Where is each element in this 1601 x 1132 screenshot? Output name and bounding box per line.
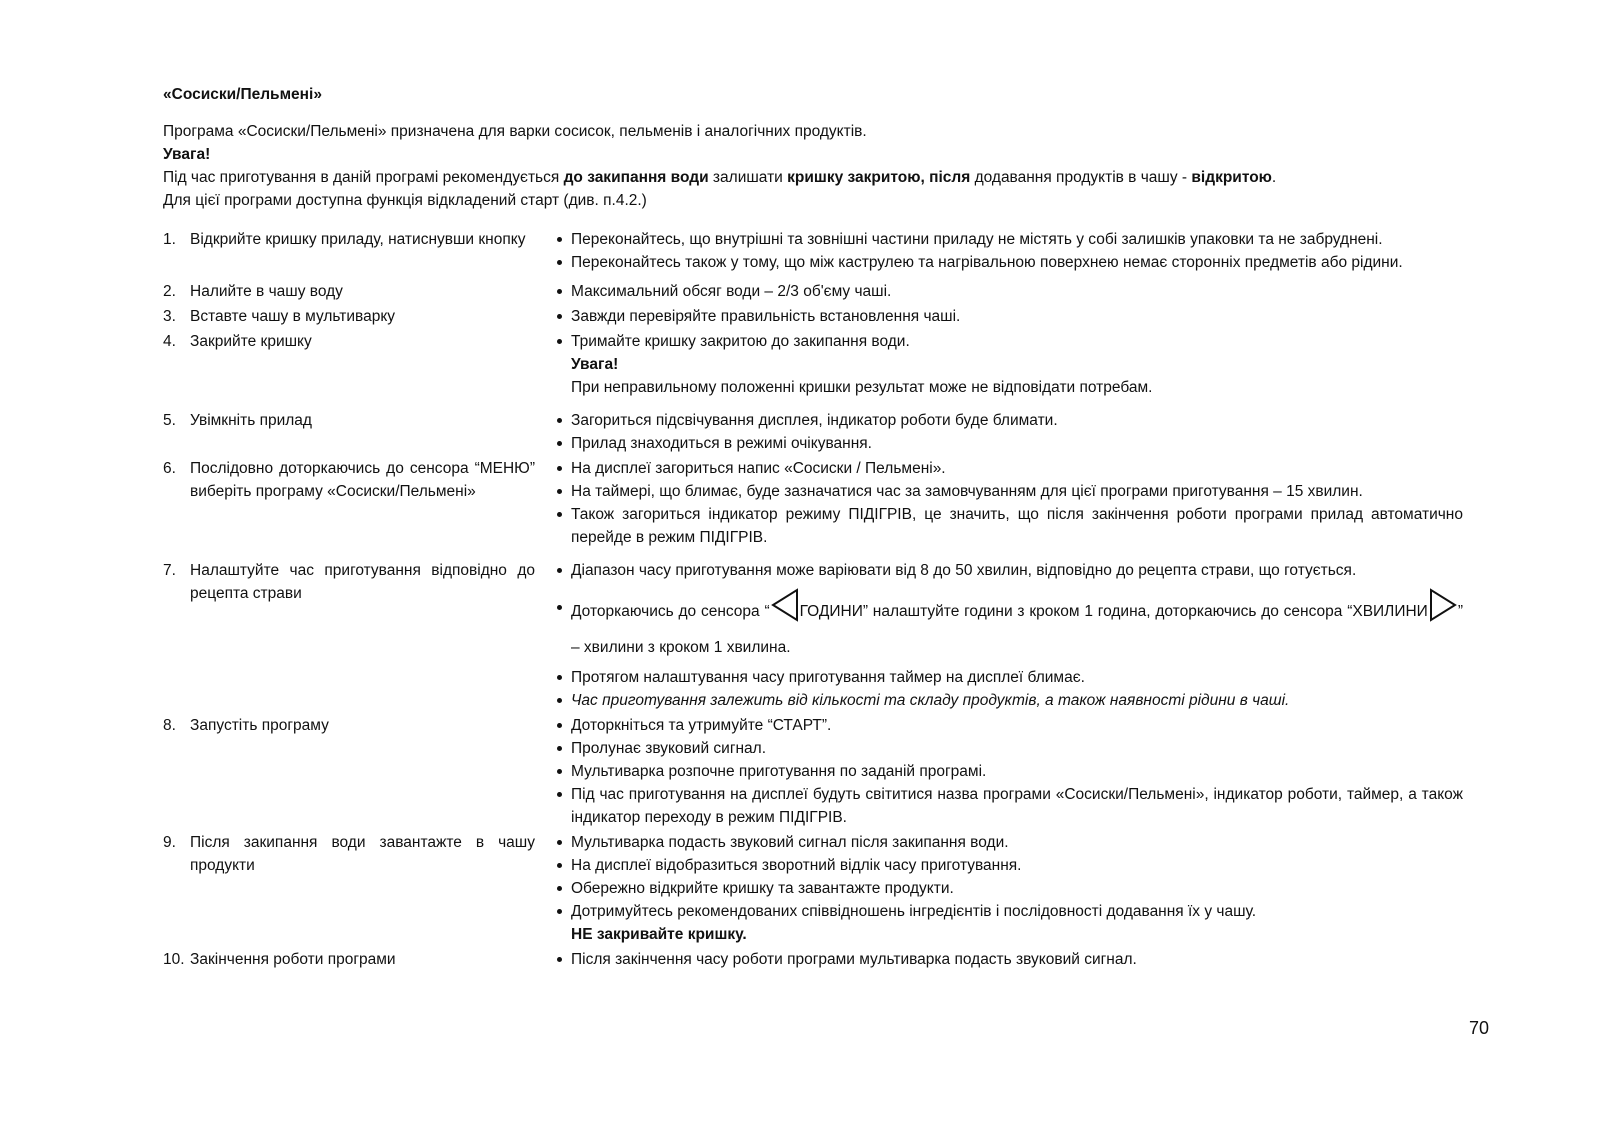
list-item — [555, 877, 1463, 900]
note-bold: НЕ закривайте кришку. — [571, 926, 747, 943]
bullet-text — [571, 588, 1463, 666]
step-number: 3. — [163, 308, 176, 325]
step-5 — [163, 409, 1483, 455]
intro-line-1: Програма «Сосиски/Пельмені» призначена для варки сосисок, пельменів і аналогічних продуктів. — [163, 123, 867, 140]
intro-attention: Увага! — [163, 146, 211, 163]
list-item — [555, 689, 1463, 712]
step-7 — [163, 559, 1483, 712]
step-text: Вставте чашу в мультиварку — [190, 308, 396, 325]
list-item — [555, 900, 1463, 923]
list-item — [555, 480, 1463, 503]
bullet-icon — [555, 737, 571, 760]
bullet-text: Тримайте кришку закритою до закипання води. — [571, 333, 910, 350]
list-item — [555, 330, 1463, 353]
step-2 — [163, 280, 1483, 303]
bullet-text: Переконайтесь також у тому, що між каструлею та нагрівальною поверхнею немає сторонніх предметів або рідини. — [571, 254, 1403, 271]
list-item — [555, 760, 1463, 783]
list-item — [555, 503, 1463, 549]
bullet-icon — [555, 559, 571, 582]
bullet-icon — [555, 457, 571, 480]
bullet-icon — [555, 948, 571, 971]
bullet-text: Діапазон часу приготування може варіювати від 8 до 50 хвилин, відповідно до рецепта страви, що готується. — [571, 562, 1357, 579]
bullet-text: Доторкніться та утримуйте “СТАРТ”. — [571, 717, 832, 734]
list-item — [555, 854, 1463, 877]
list-item — [555, 831, 1463, 854]
bullet-text: Також загориться індикатор режиму ПІДІГРІВ, це значить, що після закінчення роботи програми прилад автоматично перейде в режим ПІДІГРІВ. — [571, 506, 1463, 546]
intro-block — [163, 120, 1483, 212]
steps-list — [163, 228, 1483, 977]
bullet-icon — [555, 783, 571, 829]
intro-line-2-g: . — [1271, 169, 1277, 186]
step-4 — [163, 330, 1483, 399]
step-1 — [163, 228, 1483, 274]
bullet-text: Дотримуйтесь рекомендованих співвідношень інгредієнтів і послідовності додавання їх у чашу. — [571, 903, 1257, 920]
note-title: Увага! — [571, 356, 619, 373]
triangle-left-icon — [770, 588, 800, 622]
step-text: Закінчення роботи програми — [190, 951, 396, 968]
list-item — [555, 280, 1463, 303]
bullet-text: Під час приготування на дисплеї будуть світитися назва програми «Сосиски/Пельмені», індикатор роботи, таймер, а також індикатор переходу в режим ПІДІГРІВ. — [571, 786, 1463, 826]
list-item — [555, 737, 1463, 760]
list-item — [555, 588, 1463, 666]
bullet-icon — [555, 251, 571, 274]
step-number: 7. — [163, 562, 176, 579]
page-number: 70 — [1469, 1018, 1490, 1038]
step-text: Увімкніть прилад — [190, 412, 312, 429]
step-number: 1. — [163, 231, 176, 248]
step-number: 5. — [163, 412, 176, 429]
bullet-icon — [555, 689, 571, 712]
bullet-text: На дисплеї загориться напис «Сосиски / Пельмені». — [571, 460, 946, 477]
triangle-right-icon — [1428, 588, 1458, 622]
step-text: Налийте в чашу воду — [190, 283, 343, 300]
bullet-icon — [555, 409, 571, 432]
step-6 — [163, 457, 1483, 549]
bullet-text: Протягом налаштування часу приготування таймер на дисплеї блимає. — [571, 669, 1085, 686]
list-item — [555, 714, 1463, 737]
intro-line-2-c: залишати — [708, 169, 788, 186]
bullet-icon — [555, 831, 571, 854]
list-item — [555, 251, 1463, 274]
bullet-icon — [555, 305, 571, 328]
bullet-text: Пролунає звуковий сигнал. — [571, 740, 767, 757]
bullet-text: Переконайтесь, що внутрішні та зовнішні частини приладу не містять у собі залишків упаковки та не забруднені. — [571, 231, 1383, 248]
bullet-icon — [555, 666, 571, 689]
step-number: 2. — [163, 283, 176, 300]
list-item — [555, 305, 1463, 328]
step-text: Закрийте кришку — [190, 333, 312, 350]
bullet-text: Прилад знаходиться в режимі очікування. — [571, 435, 872, 452]
bullet-icon — [555, 877, 571, 900]
section-title: «Сосиски/Пельмені» — [163, 86, 322, 103]
bullet-icon — [555, 714, 571, 737]
step-number: 9. — [163, 834, 176, 851]
bullet-text: Обережно відкрийте кришку та завантажте продукти. — [571, 880, 954, 897]
step-number: 10. — [163, 951, 185, 968]
list-item — [555, 783, 1463, 829]
list-item — [555, 409, 1463, 432]
step-10 — [163, 948, 1483, 971]
step-number: 8. — [163, 717, 176, 734]
bullet-icon — [555, 432, 571, 455]
list-item — [555, 948, 1463, 971]
bullet-text: Максимальний обсяг води – 2/3 об'єму чаші. — [571, 283, 892, 300]
bullet-icon — [555, 330, 571, 353]
bullet-text-a: Доторкаючись до сенсора “ — [571, 603, 770, 620]
step-number: 6. — [163, 460, 176, 477]
step-8 — [163, 714, 1483, 829]
bullet-icon — [555, 854, 571, 877]
intro-line-2-f: відкритою — [1191, 169, 1272, 186]
bullet-text-b: ГОДИНИ” налаштуйте години з кроком 1 година, доторкаючись до сенсора “ХВИЛИНИ — [799, 603, 1428, 620]
bullet-text: Мультиварка подасть звуковий сигнал після закипання води. — [571, 834, 1009, 851]
step-text: Відкрийте кришку приладу, натиснувши кнопку — [190, 231, 526, 248]
intro-line-2-a: Під час приготування в даній програмі рекомендується — [163, 169, 564, 186]
list-item — [555, 666, 1463, 689]
step-3 — [163, 305, 1483, 328]
bullet-icon — [555, 760, 571, 783]
bullet-icon — [555, 900, 571, 923]
bullet-text: Мультиварка розпочне приготування по заданій програмі. — [571, 763, 987, 780]
intro-line-2-d: кришку закритою, після — [787, 169, 971, 186]
bullet-text: На таймері, що блимає, буде зазначатися час за замовчуванням для цієї програми приготування – 15 хвилин. — [571, 483, 1363, 500]
bullet-text: Після закінчення часу роботи програми мультиварка подасть звуковий сигнал. — [571, 951, 1137, 968]
step-text: Налаштуйте час приготування відповідно до рецепта страви — [190, 562, 535, 602]
step-text: Запустіть програму — [190, 717, 329, 734]
list-item — [555, 457, 1463, 480]
bullet-text-c: ” – хвилини з кроком 1 хвилина. — [571, 603, 1463, 656]
step-text: Після закипання води завантажте в чашу продукти — [190, 834, 535, 874]
note-text: При неправильному положенні кришки результат може не відповідати потребам. — [571, 379, 1153, 396]
bullet-icon — [555, 503, 571, 549]
bullet-text: На дисплеї відобразиться зворотний відлік часу приготування. — [571, 857, 1022, 874]
bullet-icon — [555, 480, 571, 503]
intro-line-2 — [163, 166, 1483, 189]
list-item — [555, 432, 1463, 455]
intro-line-2-b: до закипання води — [563, 169, 709, 186]
bullet-icon — [555, 596, 571, 666]
step-number: 4. — [163, 333, 176, 350]
bullet-icon — [555, 280, 571, 303]
intro-line-3: Для цієї програми доступна функція відкладений старт (див. п.4.2.) — [163, 192, 647, 209]
bullet-text: Загориться підсвічування дисплея, індикатор роботи буде блимати. — [571, 412, 1058, 429]
intro-line-2-e: додавання продуктів в чашу - — [970, 169, 1192, 186]
step-9 — [163, 831, 1483, 946]
bullet-text: Завжди перевіряйте правильність встановлення чаші. — [571, 308, 961, 325]
step-text: Послідовно доторкаючись до сенсора “МЕНЮ” виберіть програму «Сосиски/Пельмені» — [190, 460, 535, 500]
list-item — [555, 559, 1463, 582]
list-item — [555, 228, 1463, 251]
bullet-text: Час приготування залежить від кількості та складу продуктів, а також наявності рідини в чаші. — [571, 692, 1290, 709]
bullet-icon — [555, 228, 571, 251]
